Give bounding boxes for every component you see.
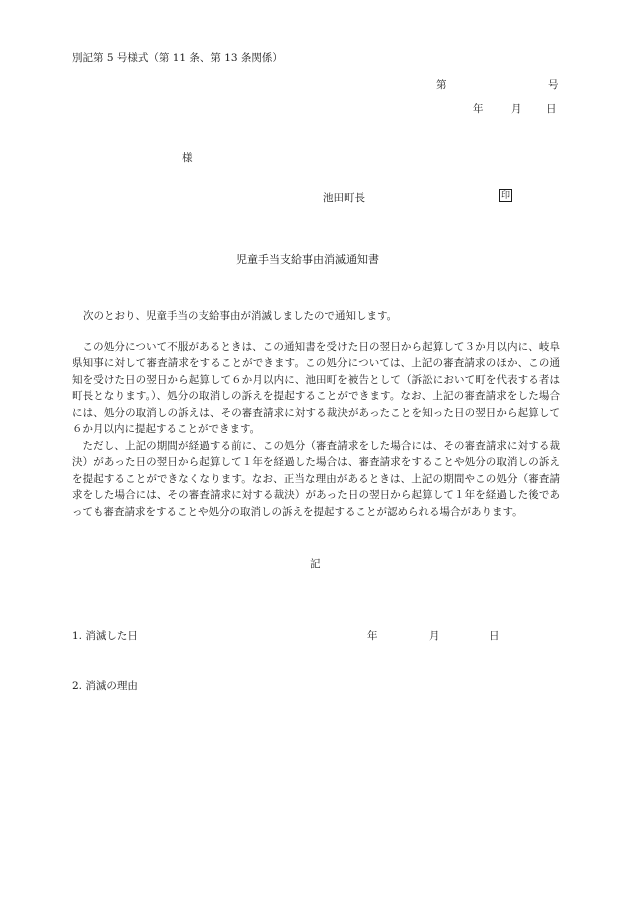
document-number-prefix: 第: [436, 79, 447, 91]
document-title: 児童手当支給事由消滅通知書: [236, 253, 379, 266]
form-number-label: 別記第 5 号様式（第 11 条、第 13 条関係）: [72, 52, 283, 64]
recipient-honorific: 様: [182, 152, 193, 164]
ki-heading: 記: [310, 558, 321, 570]
item-extinction-reason-label: 2. 消滅の理由: [72, 680, 138, 692]
issue-date-month: 月: [511, 103, 522, 115]
issue-date-day: 日: [546, 103, 557, 115]
sender-title: 池田町長: [323, 192, 365, 204]
appeal-paragraph-2: ただし、上記の期間が経過する前に、この処分（審査請求をした場合には、その審査請求に対する裁決）があった日の翌日から起算して１年を経過した場合は、審査請求をすることや処分の取消しの訴えを提起することができなくなります。なお、正当な理由があるときは、上記の期間やこの処分（審査請求をした場合には、その審査請求に対する裁決）があった日の翌日から起算して１年を経過した後であっても審査請求をすることや処分の取消しの訴えを提起することが認められる場合があります。: [72, 440, 560, 518]
item-extinction-date-day: 日: [489, 630, 500, 642]
seal-mark: 印: [500, 191, 510, 201]
document-number-suffix: 号: [548, 79, 559, 91]
item-extinction-date-month: 月: [429, 630, 440, 642]
item-extinction-date-year: 年: [367, 630, 378, 642]
issue-date-year: 年: [473, 103, 484, 115]
intro-text: 次のとおり、児童手当の支給事由が消滅しましたので通知します。: [83, 310, 398, 322]
item-extinction-date-label: 1. 消滅した日: [72, 630, 138, 642]
appeal-paragraph-1: この処分について不服があるときは、この通知書を受けた日の翌日から起算して３か月以内に、岐阜県知事に対して審査請求をすることができます。この処分については、上記の審査請求のほか、この通知を受けた日の翌日から起算して６か月以内に、池田町を被告として（訴訟において町を代表する者は町長となります。）、処分の取消しの訴えを提起することができます。なお、上記の審査請求をした場合には、処分の取消しの訴えは、その審査請求に対する裁決があったことを知った日の翌日から起算して６か月以内に提起することができます。: [72, 341, 560, 436]
